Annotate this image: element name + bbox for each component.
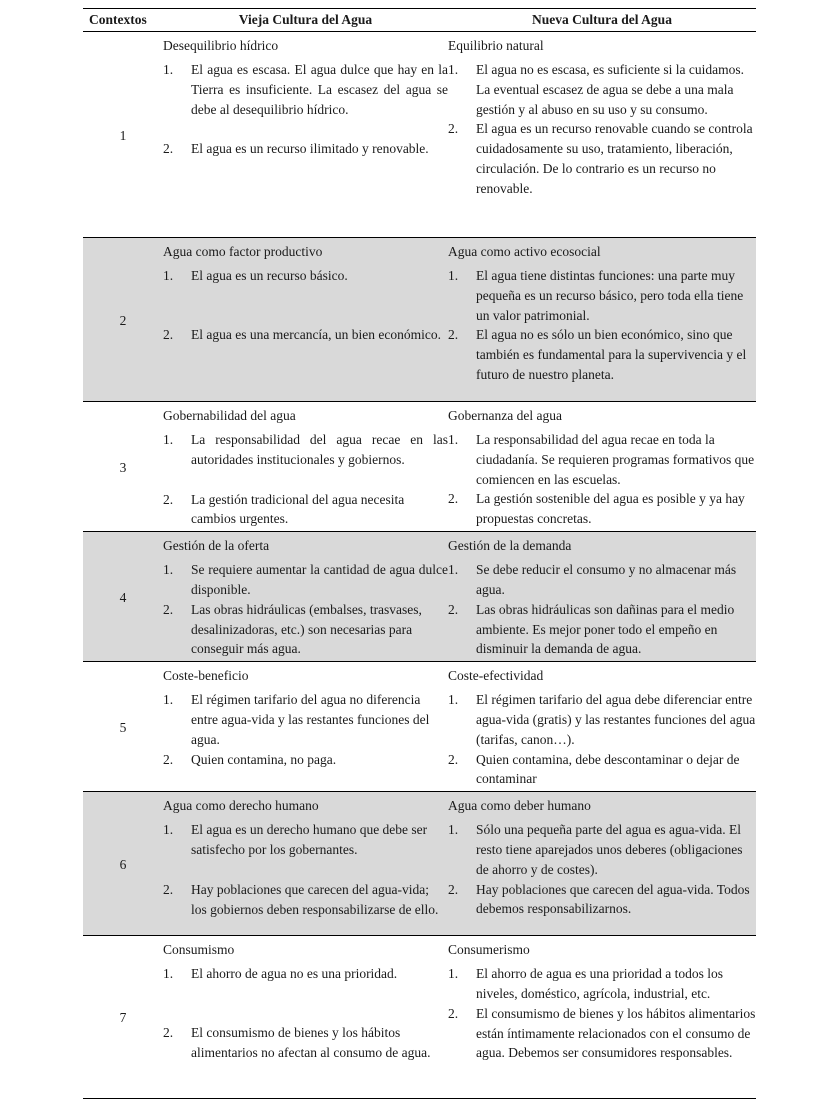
list-item: 1. La responsabilidad del agua recae en las autoridades institucionales y gobiernos. [163, 432, 448, 467]
new-culture-title: Agua como deber humano [448, 798, 591, 814]
list-item: 1. Se requiere aumentar la cantidad de agua dulce disponible. [163, 562, 448, 597]
context-number: 1 [83, 32, 163, 238]
list-item: 2. La gestión tradicional del agua necesita cambios urgentes. [163, 491, 405, 527]
list-item: 2. El agua es un recurso ilimitado y renovable. [163, 141, 429, 157]
old-culture-title: Gestión de la oferta [163, 538, 270, 554]
old-culture-title: Gobernabilidad del agua [163, 408, 296, 423]
old-culture-title: Coste-beneficio [163, 668, 249, 684]
list-item: 1. El agua no es escasa, es suficiente si la cuidamos. La eventual escasez de agua se debe a una mala gestión y al abuso en su uso y su consumo. [448, 62, 745, 117]
old-culture-cell [163, 532, 448, 662]
list-item: 2. Las obras hidráulicas (embalses, trasvases, desalinizadoras, etc.) son necesarias para conseguir más agua. [163, 601, 422, 657]
header-contexts: Contextos [83, 9, 163, 32]
old-culture-cell [163, 238, 448, 402]
list-item: 2. Hay poblaciones que carecen del agua-vida. Todos debemos responsabilizarnos. [448, 881, 750, 917]
list-item: 2. La gestión sostenible del agua es posible y ya hay propuestas concretas. [448, 491, 745, 527]
new-culture-title: Agua como activo ecosocial [448, 244, 601, 259]
old-culture-cell [163, 936, 448, 1099]
new-culture-title: Gobernanza del agua [448, 408, 562, 423]
new-culture-cell [448, 532, 756, 662]
list-item: 2. El consumismo de bienes y los hábitos alimentarios no afectan al consumo de agua. [163, 1024, 431, 1060]
new-culture-title: Gestión de la demanda [448, 538, 572, 554]
list-item: 1. El agua es un recurso básico. [163, 268, 348, 283]
list-item: 1. Se debe reducir el consumo y no almacenar más agua. [448, 562, 737, 597]
comparison-table [83, 8, 756, 1099]
table-row [83, 936, 756, 1099]
list-item: 1. Sólo una pequeña parte del agua es agua-vida. El resto tiene aparejados unos deberes (obligaciones de ahorro y de costes). [448, 822, 743, 877]
new-culture-cell [448, 32, 756, 238]
list-item: 1. El agua es escasa. El agua dulce que hay en la Tierra es insuficiente. La escasez del agua se debe al desequilibrio hídrico. [163, 62, 448, 117]
old-culture-cell [163, 402, 448, 532]
table-row [83, 238, 756, 402]
list-item: 2. El agua es un recurso renovable cuando se controla cuidadosamente su uso, tratamiento, liberación, circulación. De lo contrario es un recurso no renovable. [448, 121, 753, 196]
list-item: 1. El ahorro de agua no es una prioridad. [163, 966, 398, 982]
old-culture-cell [163, 662, 448, 792]
new-culture-title: Coste-efectividad [448, 668, 544, 684]
old-culture-cell [163, 32, 448, 238]
context-number: 2 [83, 238, 163, 402]
context-number: 6 [83, 792, 163, 936]
new-culture-cell [448, 936, 756, 1099]
old-culture-title: Agua como factor productivo [163, 244, 323, 259]
context-number: 3 [83, 402, 163, 532]
old-culture-title: Agua como derecho humano [163, 798, 319, 814]
new-culture-cell [448, 238, 756, 402]
new-culture-title: Equilibrio natural [448, 38, 544, 53]
context-number: 4 [83, 532, 163, 662]
list-item: 2. El consumismo de bienes y los hábitos alimentarios están íntimamente relacionados con el consumo de agua. Debemos ser consumidores responsables. [448, 1005, 756, 1061]
list-item: 1. El agua es un derecho humano que debe ser satisfecho por los gobernantes. [163, 822, 428, 857]
list-item: 1. El régimen tarifario del agua debe diferenciar entre agua-vida (gratis) y las restantes funciones del agua (tarifas, canon…). [448, 692, 756, 747]
table-row [83, 402, 756, 532]
old-culture-title: Desequilibrio hídrico [163, 38, 279, 53]
list-item: 2. Las obras hidráulicas son dañinas para el medio ambiente. Es mejor poner todo el empeño en disminuir la demanda de agua. [448, 601, 735, 657]
table-row [83, 532, 756, 662]
table-row [83, 792, 756, 936]
list-item: 1. El agua tiene distintas funciones: una parte muy pequeña es un recurso básico, pero toda ella tiene un valor patrimonial. [448, 268, 744, 323]
context-number: 7 [83, 936, 163, 1099]
list-item: 2. Hay poblaciones que carecen del agua-vida; los gobiernos deben responsabilizarse de ello. [163, 881, 439, 917]
table-row [83, 32, 756, 238]
new-culture-cell [448, 662, 756, 792]
list-item: 2. El agua no es sólo un bien económico, sino que también es fundamental para la supervivencia y el futuro de nuestro planeta. [448, 327, 747, 382]
new-culture-cell [448, 792, 756, 936]
old-culture-cell [163, 792, 448, 936]
table-row [83, 662, 756, 792]
list-item: 1. El ahorro de agua es una prioridad a todos los niveles, doméstico, agrícola, industrial, etc. [448, 966, 724, 1001]
context-number: 5 [83, 662, 163, 792]
new-culture-cell [448, 402, 756, 532]
table-header-row [83, 9, 756, 32]
list-item: 2. Quien contamina, no paga. [163, 751, 337, 767]
new-culture-title: Consumerismo [448, 942, 530, 958]
list-item: 2. El agua es una mercancía, un bien económico. [163, 326, 442, 342]
old-culture-title: Consumismo [163, 942, 235, 958]
list-item: 1. La responsabilidad del agua recae en toda la ciudadanía. Se requieren programas formativos que comiencen en las escuelas. [448, 432, 755, 487]
header-new-culture: Nueva Cultura del Agua [448, 9, 756, 32]
list-item: 2. Quien contamina, debe descontaminar o dejar de contaminar [448, 751, 740, 787]
header-old-culture: Vieja Cultura del Agua [163, 9, 448, 32]
list-item: 1. El régimen tarifario del agua no diferencia entre agua-vida y las restantes funciones del agua. [163, 692, 430, 747]
